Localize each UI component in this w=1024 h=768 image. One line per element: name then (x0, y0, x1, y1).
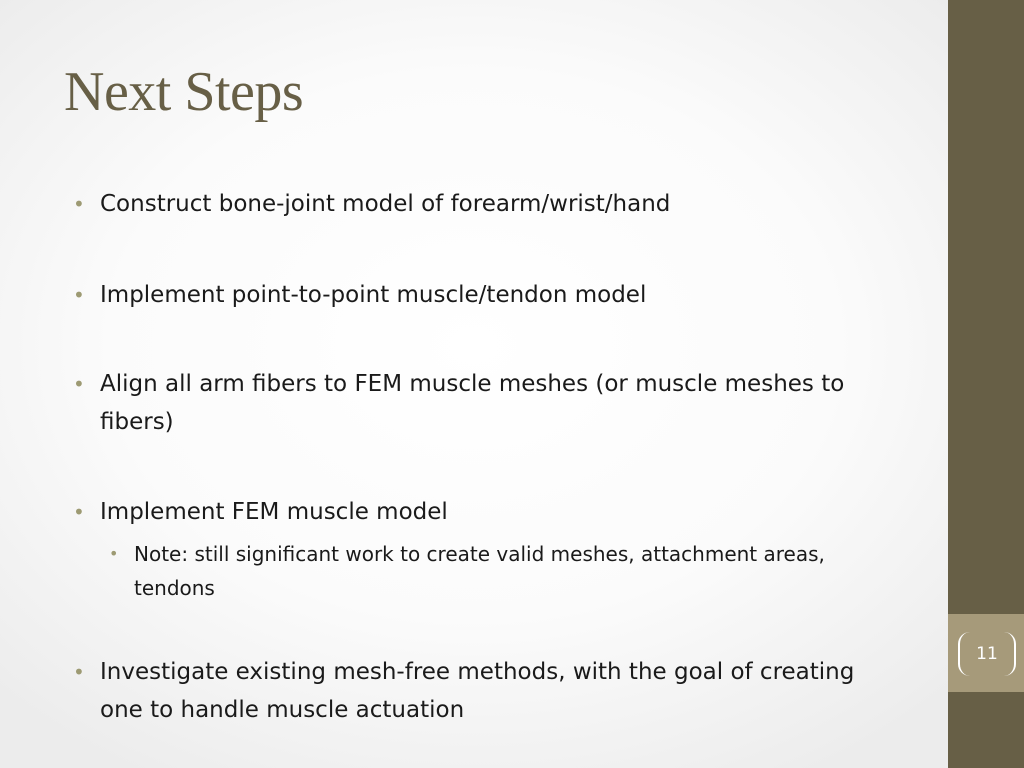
bullet-item (73, 493, 900, 531)
bullet-text: Align all arm fibers to FEM muscle meshes (or muscle meshes to fibers) (100, 371, 845, 435)
bullet-item (73, 653, 900, 729)
bullet-text: Implement FEM muscle model (100, 499, 448, 525)
slide-title: Next Steps (64, 61, 304, 123)
bullet-text: Investigate existing mesh-free methods, with the goal of creating one to handle muscle actuation (100, 659, 855, 723)
bullet-item (73, 276, 900, 314)
bullet-item (73, 185, 900, 223)
bullet-dot-icon: • (73, 660, 85, 684)
bullet-item (73, 365, 900, 441)
page-number: 11 (976, 644, 998, 664)
sub-bullet-text: Note: still significant work to create valid meshes, attachment areas, tendons (134, 542, 825, 600)
bullet-dot-icon: • (73, 500, 85, 524)
bullet-text: Implement point-to-point muscle/tendon model (100, 282, 647, 308)
bullet-dot-icon: • (73, 192, 85, 216)
sub-bullet-dot-icon: • (109, 544, 119, 563)
bullet-text: Construct bone-joint model of forearm/wrist/hand (100, 191, 671, 217)
sub-bullet-item (109, 537, 894, 605)
bullet-dot-icon: • (73, 283, 85, 307)
bullet-dot-icon: • (73, 372, 85, 396)
